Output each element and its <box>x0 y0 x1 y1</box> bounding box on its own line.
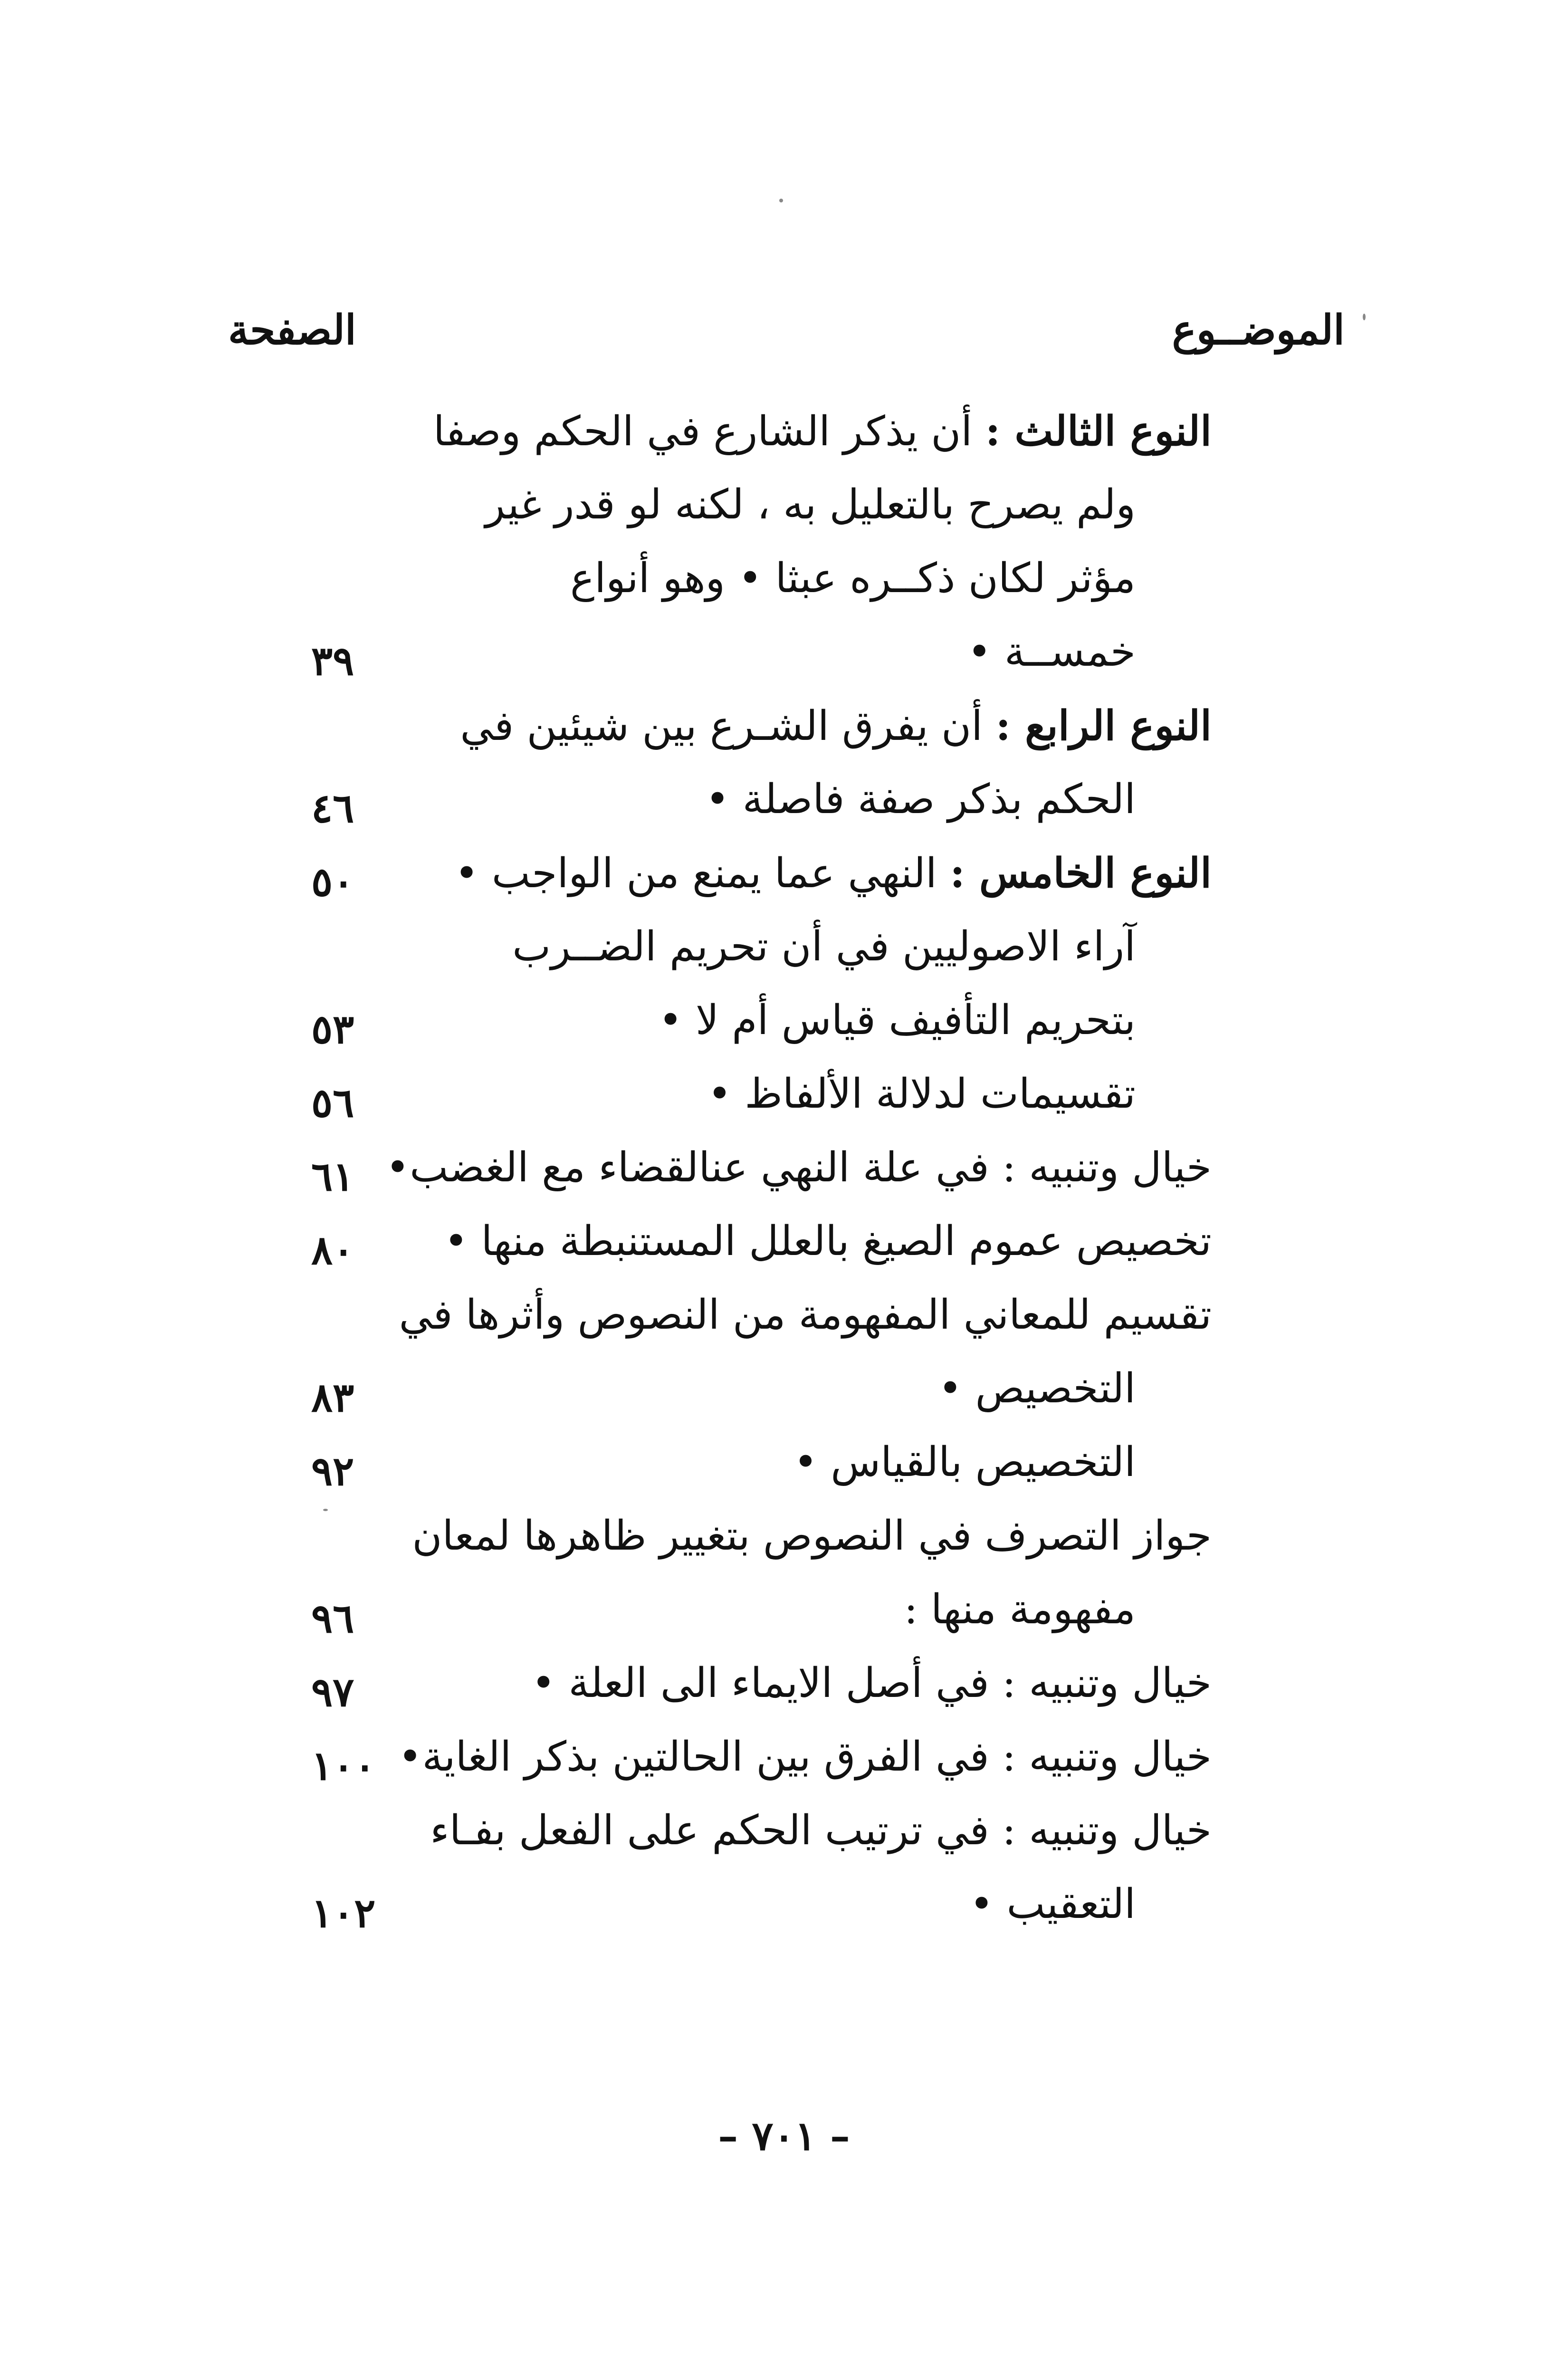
toc-entry-text <box>444 1205 1212 1278</box>
toc-entry-text <box>904 1573 1136 1647</box>
toc-entry-body: خيال وتنبيه : في أصل الايماء الى العلة • <box>531 1659 1212 1707</box>
toc-entry-body: خيال وتنبيه : في ترتيب الحكم على الفعل بفـاء <box>430 1807 1212 1854</box>
toc-entry <box>311 1352 1212 1426</box>
page-number: – ٧٠١ – <box>718 2112 850 2159</box>
toc-entry <box>311 984 1212 1057</box>
toc-entry-page-number: ٩٢ <box>311 1447 354 1495</box>
toc-entry-body: مفهومة منها : <box>904 1586 1136 1633</box>
toc-entry <box>342 1278 1212 1352</box>
toc-entry-label: النوع الثالث : <box>985 407 1212 455</box>
toc-entry-text <box>708 1057 1136 1131</box>
toc-entry <box>342 394 1212 468</box>
toc-entry-text <box>430 1794 1212 1868</box>
toc-entry-body: التخصيص بالقياس • <box>794 1438 1136 1486</box>
toc-entry <box>311 615 1212 689</box>
toc-entry <box>311 1205 1212 1278</box>
scan-speck <box>323 1509 328 1511</box>
toc-entry-body: خيال وتنبيه : في الفرق بين الحالتين بذكر الغاية• <box>398 1733 1212 1781</box>
toc-entry <box>342 910 1212 984</box>
toc-entry-body: خيال وتنبيه : في علة النهي عنالقضاء مع الغضب• <box>385 1144 1212 1191</box>
toc-entry <box>342 542 1212 615</box>
toc-entry-label: النوع الخامس : <box>950 849 1212 897</box>
toc-entry-text <box>570 542 1136 615</box>
toc-entry-text <box>433 394 1212 469</box>
scan-speck <box>1363 314 1366 320</box>
toc-entry-body: تقسيم للمعاني المفهومة من النصوص وأثرها في <box>399 1291 1212 1339</box>
toc-entry <box>342 468 1212 542</box>
toc-entry-body: مؤثر لكان ذكــره عبثا • وهو أنواع <box>570 555 1136 602</box>
toc-entry <box>311 1720 1212 1794</box>
toc-entry <box>311 1573 1212 1647</box>
toc-entry-body: ولم يصرح بالتعليل به ، لكنه لو قدر غير <box>485 481 1136 528</box>
toc-entry-text <box>460 689 1212 763</box>
toc-entry-page-number: ٨٠ <box>311 1226 354 1274</box>
page-column-heading: الصفحة <box>228 306 356 354</box>
toc-entry-page-number: ٥٣ <box>311 1006 354 1053</box>
toc-entry-body: تقسيمات لدلالة الألفاظ • <box>708 1070 1136 1118</box>
toc-entry-page-number: ٩٦ <box>311 1595 354 1642</box>
toc-entry-text <box>399 1278 1212 1352</box>
toc-entry-body: بتحريم التأفيف قياس أم لا • <box>658 996 1136 1044</box>
toc-entry-body: التخصيص • <box>938 1365 1136 1412</box>
toc-entry <box>342 1794 1212 1868</box>
toc-entry-page-number: ٣٩ <box>311 637 354 684</box>
toc-entry-text <box>794 1426 1136 1499</box>
toc-entry-body: الحكم بذكر صفة فاصلة • <box>705 776 1136 823</box>
toc-entry-text <box>512 910 1136 984</box>
toc-entry-text <box>938 1352 1136 1426</box>
toc-entry <box>311 1131 1212 1205</box>
toc-entry <box>311 836 1212 910</box>
toc-list <box>311 394 1212 1941</box>
toc-entry-body: تخصيص عموم الصيغ بالعلل المستنبطة منها • <box>444 1217 1212 1265</box>
scan-speck <box>779 199 783 202</box>
toc-entry-body: أن يفرق الشـرع بين شيئين في <box>460 702 996 750</box>
toc-entry-text <box>385 1131 1212 1205</box>
topic-column-heading: الموضــوع <box>1172 306 1345 354</box>
toc-entry <box>311 1868 1212 1941</box>
toc-entry <box>342 1499 1212 1573</box>
toc-entry-text <box>485 468 1136 542</box>
toc-entry <box>311 1426 1212 1499</box>
toc-entry-text <box>455 836 1212 910</box>
toc-entry <box>342 689 1212 763</box>
toc-entry-text <box>969 1868 1136 1941</box>
toc-entry-text <box>398 1720 1212 1794</box>
toc-entry-page-number: ٥٦ <box>311 1079 354 1126</box>
toc-entry-body: أن يذكر الشارع في الحكم وصفا <box>433 408 985 455</box>
toc-entry-body: جواز التصرف في النصوص بتغيير ظاهرها لمعان <box>412 1512 1212 1560</box>
toc-entry-page-number: ١٠٠ <box>311 1742 376 1789</box>
toc-header <box>228 295 1345 366</box>
toc-entry <box>311 1057 1212 1131</box>
toc-entry-body: التعقيب • <box>969 1880 1136 1928</box>
toc-entry <box>311 1647 1212 1720</box>
toc-entry-label: النوع الرابع : <box>995 702 1212 750</box>
toc-entry-page-number: ٩٧ <box>311 1668 354 1715</box>
toc-entry-page-number: ١٠٢ <box>311 1889 376 1936</box>
toc-entry-page-number: ٦١ <box>311 1153 354 1200</box>
toc-entry-text <box>659 984 1136 1057</box>
toc-entry-page-number: ٨٣ <box>311 1374 354 1421</box>
toc-entry-body: النهي عما يمنع من الواجب • <box>454 850 950 897</box>
toc-entry-page-number: ٥٠ <box>311 858 354 905</box>
toc-entry-body: خمســة • <box>967 628 1136 676</box>
toc-entry-text <box>412 1499 1212 1573</box>
toc-entry-text <box>531 1647 1212 1720</box>
toc-entry <box>311 763 1212 836</box>
toc-entry-body: آراء الاصوليين في أن تحريم الضــرب <box>512 923 1136 970</box>
toc-entry-page-number: ٤٦ <box>311 785 354 832</box>
toc-entry-text <box>706 763 1136 836</box>
toc-entry-text <box>967 615 1136 689</box>
